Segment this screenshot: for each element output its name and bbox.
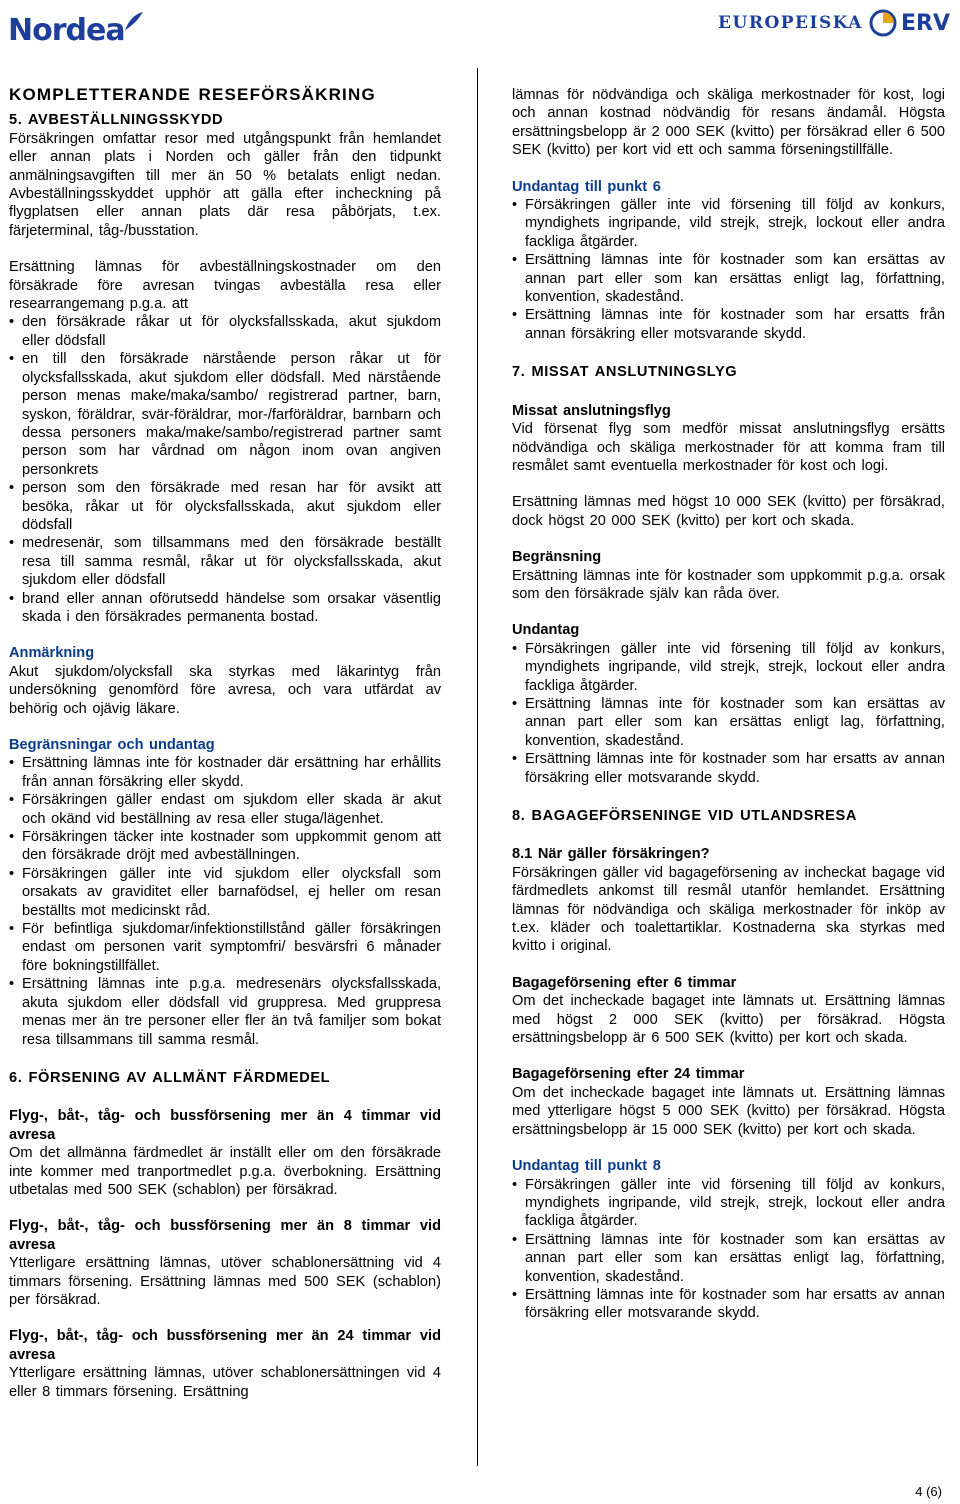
baggage-24h-heading: Bagageförsening efter 24 timmar [512,1066,745,1083]
column-divider [477,68,478,1466]
nordea-logo-text: Nordea [8,13,125,48]
list-item: • Försäkringen täcker inte kostnader som uppkommit genom att den försäkrade dröjt med avbeställningen. [9,828,441,865]
list-item: • Ersättning lämnas inte p.g.a. medresenärs olycksfallsskada, akuta sjukdom eller dödsfall vid gruppresa. Med gruppresa menas mer än tre personer eller fler än två familjer som bokat resa tillsammans till samma resmål. [9,975,441,1049]
delay-24h-heading: Flyg-, båt-, tåg- och bussförsening mer än 24 timmar vid avresa [9,1328,441,1363]
erv-emblem-icon [869,9,897,37]
page-title: KOMPLETTERANDE RESEFÖRSÄKRING [9,85,376,104]
erv-logo-text: ERV [901,10,950,36]
section-5-list [9,313,441,626]
limits-list [9,754,441,1049]
list-item: • brand eller annan oförutsedd händelse som orsakar väsentlig skada i den försäkrades permanenta bostad. [9,590,441,627]
exceptions-8-list [512,1176,945,1323]
list-item: • Ersättning lämnas inte för kostnader som kan ersättas av annan part eller som kan ersättas enligt lag, författning, konvention, skadestånd. [512,695,945,750]
nordea-sail-icon [123,10,145,32]
list-item: • Ersättning lämnas inte för kostnader där ersättning har erhållits från annan försäkring eller skydd. [9,754,441,791]
section-8-1-text: Försäkringen gäller vid bagageförsening av incheckat bagage vid färdmedlets ankomst till resmål utanför hemlandet. Ersättning lämnas för nödvändiga och skäliga merkostnader för inköp av t.ex. kläder och toalettartiklar. Kostnaderna ska styrkas med kvitto i original. [512,864,945,955]
missed-connection-heading: Missat anslutningsflyg [512,402,671,419]
section-5-heading: 5. AVBESTÄLLNINGSSKYDD [9,112,224,129]
delay-24h-text: Ytterligare ersättning lämnas, utöver schablonersättningen vid 4 eller 8 timmars försening. Ersättning [9,1365,441,1400]
list-item: • Försäkringen gäller inte vid sjukdom eller olycksfall som orsakats av graviditet eller barnafödsel, ej heller om resan beställts mot medicinskt råd. [9,865,441,920]
delay-4h-text: Om det allmänna färdmedlet är inställt eller om den försäkrade inte kommer med tranportmedlet p.g.a. överbokning. Ersättning utbetalas med 500 SEK (schablon) per försäkrad. [9,1145,441,1198]
section-8-heading: 8. BAGAGEFÖRSENINGE VID UTLANDSRESA [512,808,857,824]
remark-text: Akut sjukdom/olycksfall ska styrkas med läkarintyg från undersökning genomförd före avresa, och vara utfärdat av behörig och ojävig läkare. [9,663,441,717]
limitation-text: Ersättning lämnas inte för kostnader som uppkommit p.g.a. orsak som den försäkrade själv kan råda över. [512,567,945,602]
right-column [512,86,945,1323]
exceptions-7-list [512,640,945,787]
list-item: • Försäkringen gäller endast om sjukdom eller skada är akut och okänd vid beställning av resa eller stuga/lägenhet. [9,791,441,828]
delay-8h-heading: Flyg-, båt-, tåg- och bussförsening mer än 8 timmar vid avresa [9,1218,441,1253]
missed-connection-amount: Ersättning lämnas med högst 10 000 SEK (kvitto) per försäkrad, dock högst 20 000 SEK (kvitto) per kort och skada. [512,494,945,529]
list-item: • en till den försäkrade närstående person råkar ut för olycksfallsskada, akut sjukdom eller dödsfall. Med närstående person menas make/maka/sambo/ registrerad partner, barn, syskon, föräldrar, svär-föräldrar, mor-/farföräldrar, barnbarn och dessa personers maka/make/sambo/registrerad partner samt person som har vårdnad om någon inom ovan angiven personkrets [9,350,441,479]
nordea-logo [8,10,145,46]
section-6-heading: 6. FÖRSENING AV ALLMÄNT FÄRDMEDEL [9,1069,331,1086]
list-item: • Ersättning lämnas inte för kostnader som kan ersättas av annan part eller som kan ersättas enligt lag, författning, konvention, skadestånd. [512,1231,945,1286]
baggage-6h-text: Om det incheckade bagaget inte lämnats ut. Ersättning lämnas med högst 2 000 SEK (kvitto) per försäkrad. Högsta ersättningsbelopp är 6 500 SEK (kvitto) per kort och skada. [512,993,945,1047]
list-item: • Ersättning lämnas inte för kostnader som har ersatts av annan försäkring eller motsvarande skydd. [512,1286,945,1323]
list-item: • den försäkrade råkar ut för olycksfallsskada, akut sjukdom eller dödsfall [9,313,441,350]
exceptions-6-list [512,196,945,343]
exceptions-7-heading: Undantag [512,622,580,639]
baggage-6h-heading: Bagageförsening efter 6 timmar [512,974,737,991]
baggage-24h-text: Om det incheckade bagaget inte lämnats ut. Ersättning lämnas med ytterligare högst 5 000 SEK (kvitto) per försäkrad. Högsta ersättningsbelopp är 15 000 SEK (kvitto) per kort och skada. [512,1084,945,1138]
section-5-intro: Försäkringen omfattar resor med utgångspunkt från hemlandet eller annan plats i Norden och gäller från den tidpunkt anmälningsavgiften till mer än 50 % betalats enligt nedan. Avbeställningsskyddet upphör att gälla efter incheckning på flygplatsen eller annan plats där resa påbörjats, t.ex. färjeterminal, tåg-/busstation. [9,130,441,239]
section-5-compensation: Ersättning lämnas för avbeställningskostnader om den försäkrade före avresan tvingas avbeställa resa eller researrangemang p.g.a. att [9,259,441,313]
list-item: • Ersättning lämnas inte för kostnader som har ersatts av annan försäkring eller motsvarande skydd. [512,750,945,787]
list-item: • För befintliga sjukdomar/infektionstillstånd gäller försäkringen endast om personen varit symptomfri/ besvärsfri 6 månader före bokningstillfället. [9,920,441,975]
delay-4h-heading: Flyg-, båt-, tåg- och bussförsening mer än 4 timmar vid avresa [9,1108,441,1143]
section-8-1-heading: 8.1 När gäller försäkringen? [512,846,710,863]
limits-heading: Begränsningar och undantag [9,737,215,753]
delay-8h-text: Ytterligare ersättning lämnas, utöver schablonersättning vid 4 timmars försening. Ersättning lämnas med 500 SEK (schablon) per försäkrad. [9,1255,441,1308]
page-number: 4 (6) [915,1484,942,1499]
list-item: • Ersättning lämnas inte för kostnader som har ersatts från annan försäkring eller motsvarande skydd. [512,306,945,343]
section-7-heading: 7. MISSAT ANSLUTNINGSLYG [512,364,738,381]
missed-connection-text: Vid försenat flyg som medför missat anslutningsflyg ersätts nödvändiga och skäliga merkostnader för att komma fram till resmålet samt eventuella merkostnader för kost och logi. [512,421,945,474]
list-item: • Försäkringen gäller inte vid försening till följd av konkurs, myndighets ingripande, vild strejk, strejk, lockout eller andra fackliga åtgärder. [512,196,945,251]
list-item: • Försäkringen gäller inte vid försening till följd av konkurs, myndighets ingripande, vild strejk, strejk, lockout eller andra fackliga åtgärder. [512,1176,945,1231]
remark-heading: Anmärkning [9,645,95,662]
exceptions-8-heading: Undantag till punkt 8 [512,1158,661,1175]
limitation-heading: Begränsning [512,549,602,566]
europeiska-logo-text: EUROPEISKA [718,13,863,33]
list-item: • Försäkringen gäller inte vid försening till följd av konkurs, myndighets ingripande, vild strejk, strejk, lockout eller andra fackliga åtgärder. [512,640,945,695]
left-column [9,86,441,1401]
list-item: • medresenär, som tillsammans med den försäkrade beställt resa till samma resmål, råkar ut för olycksfallsskada, akut sjukdom eller dödsfall [9,534,441,589]
list-item: • person som den försäkrade med resan har för avsikt att besöka, råkar ut för olycksfallsskada, akut sjukdom eller dödsfall [9,479,441,534]
list-item: • Ersättning lämnas inte för kostnader som kan ersättas av annan part eller som kan ersättas enligt lag, författning, konvention, skadestånd. [512,251,945,306]
section-6-continued: lämnas för nödvändiga och skäliga merkostnader för kost, logi och annan kostnad nödvändig för resans ändamål. Högsta ersättningsbelopp är 2 000 SEK (kvitto) per försäkrad eller 6 500 SEK (kvitto) per kort vid ett och samma förseningstillfälle. [512,87,945,159]
europeiska-erv-logo [718,6,950,40]
exceptions-6-heading: Undantag till punkt 6 [512,178,661,195]
